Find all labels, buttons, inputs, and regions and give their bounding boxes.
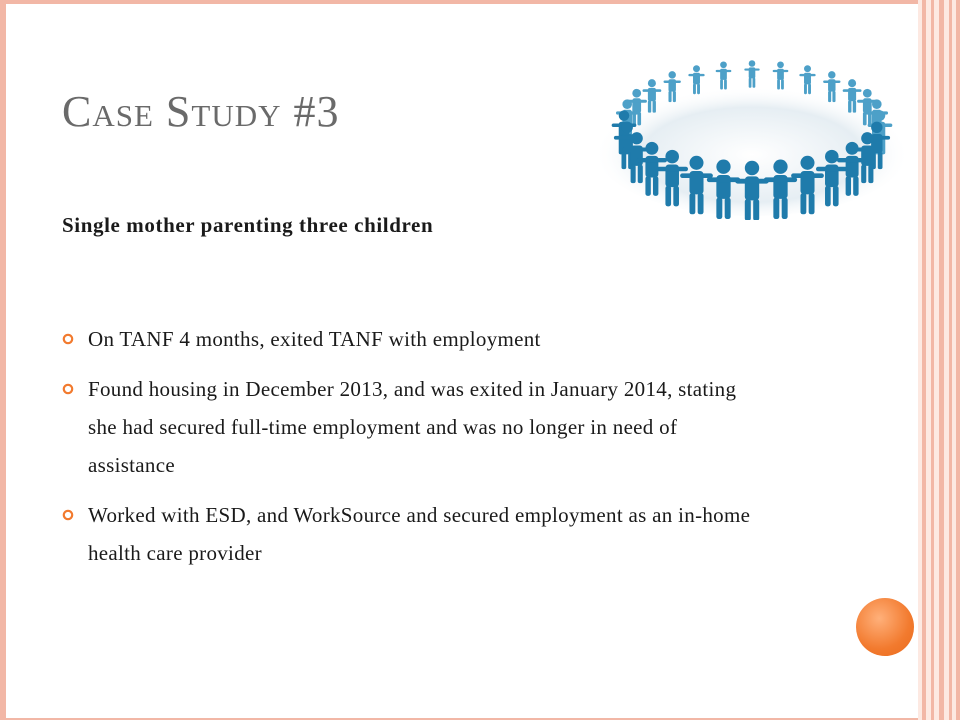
bullet-circle-icon (62, 383, 74, 395)
orange-circle-decoration (856, 598, 914, 656)
bullet-item (62, 496, 762, 572)
slide-title: Case Study #3 (62, 87, 340, 136)
bullet-circle-icon (62, 333, 74, 345)
bullet-text: On TANF 4 months, exited TANF with employment (88, 327, 541, 351)
bullet-circle-icon (62, 509, 74, 521)
bullet-text: Found housing in December 2013, and was exited in January 2014, stating she had secured full-time employment and was no longer in need of assistance (88, 377, 737, 477)
bullet-text: Worked with ESD, and WorkSource and secured employment as an in-home health care provider (88, 503, 751, 565)
bullet-list (62, 320, 762, 584)
slide-subtitle: Single mother parenting three children (62, 213, 434, 237)
people-circle-image (592, 30, 912, 220)
decorative-stripes (918, 0, 960, 720)
bullet-item (62, 320, 762, 358)
bullet-item (62, 370, 762, 484)
